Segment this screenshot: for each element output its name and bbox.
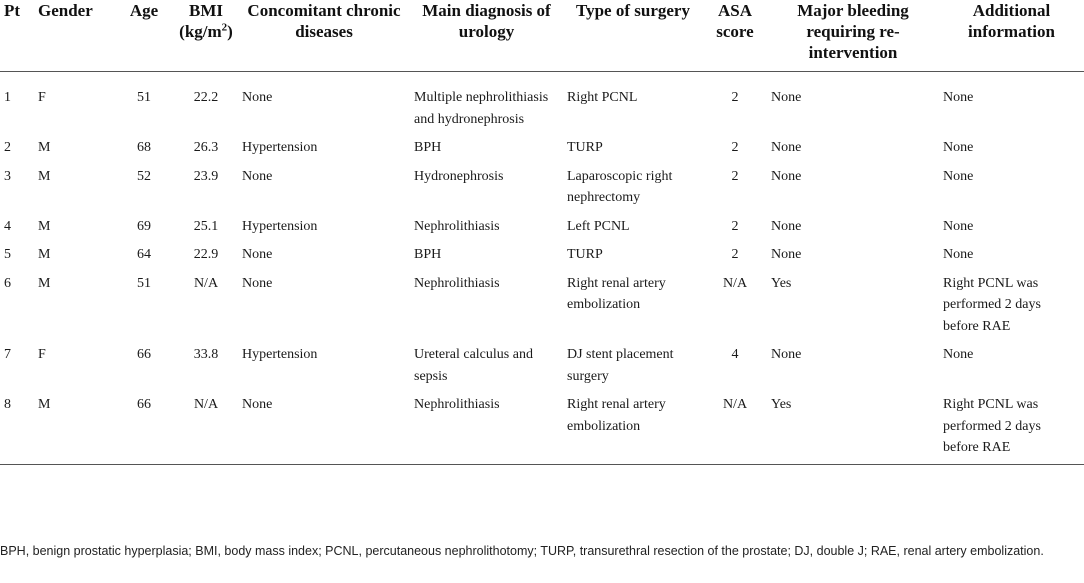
cell-surgery-type: DJ stent placement surgery bbox=[567, 347, 674, 384]
header-bmi-sup: 2 bbox=[221, 21, 228, 34]
cell-bmi: 33.8 bbox=[193, 347, 219, 362]
cell-surgery-type: Left PCNL bbox=[567, 218, 630, 234]
header-additional-info: Additional information bbox=[939, 0, 1084, 72]
cell-additional-info: None bbox=[943, 140, 974, 155]
cell-asa-score: 2 bbox=[731, 247, 739, 262]
cell-additional-info: None bbox=[943, 218, 974, 234]
header-gender: Gender bbox=[34, 0, 114, 72]
cell-pt: 2 bbox=[4, 140, 11, 155]
cell-main-diagnosis: BPH bbox=[414, 247, 442, 262]
cell-pt: 6 bbox=[4, 275, 11, 291]
table-row bbox=[0, 166, 1084, 216]
cell-age: 52 bbox=[137, 168, 151, 184]
cell-concomitant-diseases: Hypertension bbox=[242, 218, 318, 234]
cell-pt: 3 bbox=[4, 168, 11, 184]
cell-major-bleeding: None bbox=[771, 247, 802, 262]
cell-main-diagnosis: Nephrolithiasis bbox=[414, 275, 500, 291]
cell-bmi: 23.9 bbox=[193, 168, 219, 184]
cell-concomitant-diseases: None bbox=[242, 90, 273, 105]
table-row bbox=[0, 72, 1084, 138]
cell-asa-score: 4 bbox=[731, 347, 739, 362]
cell-age: 66 bbox=[137, 347, 151, 362]
cell-gender: F bbox=[38, 90, 46, 105]
cell-main-diagnosis: Ureteral calculus and sepsis bbox=[414, 347, 533, 384]
cell-additional-info: None bbox=[943, 168, 974, 184]
cell-concomitant-diseases: Hypertension bbox=[242, 347, 318, 362]
cell-asa-score: N/A bbox=[722, 275, 748, 291]
cell-asa-score: N/A bbox=[703, 394, 767, 464]
cell-major-bleeding: None bbox=[771, 90, 802, 105]
cell-concomitant-diseases: None bbox=[238, 394, 410, 464]
cell-additional-info: None bbox=[943, 247, 974, 262]
cell-surgery-type: Right renal artery embolization bbox=[563, 394, 703, 464]
cell-surgery-type: TURP bbox=[567, 140, 603, 155]
cell-bmi: N/A bbox=[193, 275, 219, 291]
cell-asa-score: 2 bbox=[731, 168, 739, 184]
cell-surgery-type: Right PCNL bbox=[567, 90, 638, 105]
cell-concomitant-diseases: None bbox=[242, 275, 273, 291]
table-row bbox=[0, 394, 1084, 464]
cell-major-bleeding: None bbox=[771, 140, 802, 155]
table-body bbox=[0, 72, 1084, 465]
cell-age: 64 bbox=[137, 247, 151, 262]
cell-asa-score: 2 bbox=[731, 218, 739, 234]
cell-concomitant-diseases: Hypertension bbox=[242, 140, 318, 155]
cell-age: 51 bbox=[137, 90, 151, 105]
header-surgery-type: Type of surgery bbox=[563, 0, 703, 72]
header-major-bleeding: Major bleeding requiring re-intervention bbox=[767, 0, 939, 72]
cell-bmi: 26.3 bbox=[193, 140, 219, 155]
header-row bbox=[0, 0, 1084, 72]
cell-gender: F bbox=[38, 347, 46, 362]
cell-main-diagnosis: Multiple nephrolithiasis and hydronephrosis bbox=[414, 90, 549, 127]
table-row bbox=[0, 137, 1084, 166]
cell-gender: M bbox=[38, 247, 51, 262]
table-row bbox=[0, 344, 1084, 394]
cell-gender: M bbox=[38, 275, 51, 291]
table-row bbox=[0, 216, 1084, 245]
header-age: Age bbox=[114, 0, 174, 72]
cell-age: 66 bbox=[114, 394, 174, 464]
cell-gender: M bbox=[38, 168, 51, 184]
cell-bmi: 22.9 bbox=[193, 247, 219, 262]
header-bmi-tail: ) bbox=[227, 22, 233, 41]
cell-surgery-type: Right renal artery embolization bbox=[567, 275, 666, 312]
cell-age: 69 bbox=[137, 218, 151, 234]
cell-concomitant-diseases: None bbox=[242, 247, 273, 262]
table-row bbox=[0, 244, 1084, 273]
header-bmi bbox=[174, 0, 238, 72]
cell-surgery-type: Laparoscopic right nephrectomy bbox=[567, 168, 673, 205]
cell-age: 68 bbox=[137, 140, 151, 155]
cell-pt: 1 bbox=[4, 90, 11, 105]
cell-pt: 4 bbox=[4, 218, 11, 234]
cell-asa-score: 2 bbox=[731, 90, 739, 105]
table-row bbox=[0, 273, 1084, 345]
cell-main-diagnosis: Nephrolithiasis bbox=[414, 218, 500, 234]
cell-gender: M bbox=[38, 218, 51, 234]
cell-additional-info: Right PCNL was performed 2 days before RAE bbox=[939, 394, 1084, 464]
cell-gender: M bbox=[38, 140, 51, 155]
header-concomitant-diseases: Concomitant chronic diseases bbox=[238, 0, 410, 72]
cell-asa-score: 2 bbox=[731, 140, 739, 155]
cell-major-bleeding: Yes bbox=[771, 275, 792, 291]
header-pt: Pt bbox=[0, 0, 34, 72]
cell-pt: 5 bbox=[4, 247, 11, 262]
cell-main-diagnosis: Hydronephrosis bbox=[414, 168, 504, 184]
cell-additional-info: None bbox=[943, 90, 974, 105]
cell-major-bleeding: None bbox=[771, 168, 802, 184]
cell-bmi: 22.2 bbox=[193, 90, 219, 105]
cell-bmi: N/A bbox=[174, 394, 238, 464]
cell-surgery-type: TURP bbox=[567, 247, 603, 262]
cell-age: 51 bbox=[137, 275, 151, 291]
table-footnote: BPH, benign prostatic hyperplasia; BMI, body mass index; PCNL, percutaneous nephrolithotomy; TURP, transurethral resection of the prostate; DJ, double J; RAE, renal artery embolization. bbox=[0, 544, 1044, 558]
cell-pt: 8 bbox=[0, 394, 34, 464]
cell-major-bleeding: None bbox=[771, 218, 802, 234]
cell-additional-info: None bbox=[943, 347, 974, 362]
cell-major-bleeding: None bbox=[771, 347, 802, 362]
cell-main-diagnosis: BPH bbox=[414, 140, 442, 155]
header-main-diagnosis: Main diagnosis of urology bbox=[410, 0, 563, 72]
cell-additional-info: Right PCNL was performed 2 days before RAE bbox=[943, 275, 1041, 334]
cell-concomitant-diseases: None bbox=[242, 168, 273, 184]
header-bmi-text: BMI (kg/m bbox=[179, 1, 223, 41]
cell-gender: M bbox=[34, 394, 114, 464]
cell-major-bleeding: Yes bbox=[767, 394, 939, 464]
cell-main-diagnosis: Nephrolithiasis bbox=[410, 394, 563, 464]
cell-bmi: 25.1 bbox=[193, 218, 219, 234]
header-asa-score: ASA score bbox=[703, 0, 767, 72]
cell-pt: 7 bbox=[4, 347, 11, 362]
